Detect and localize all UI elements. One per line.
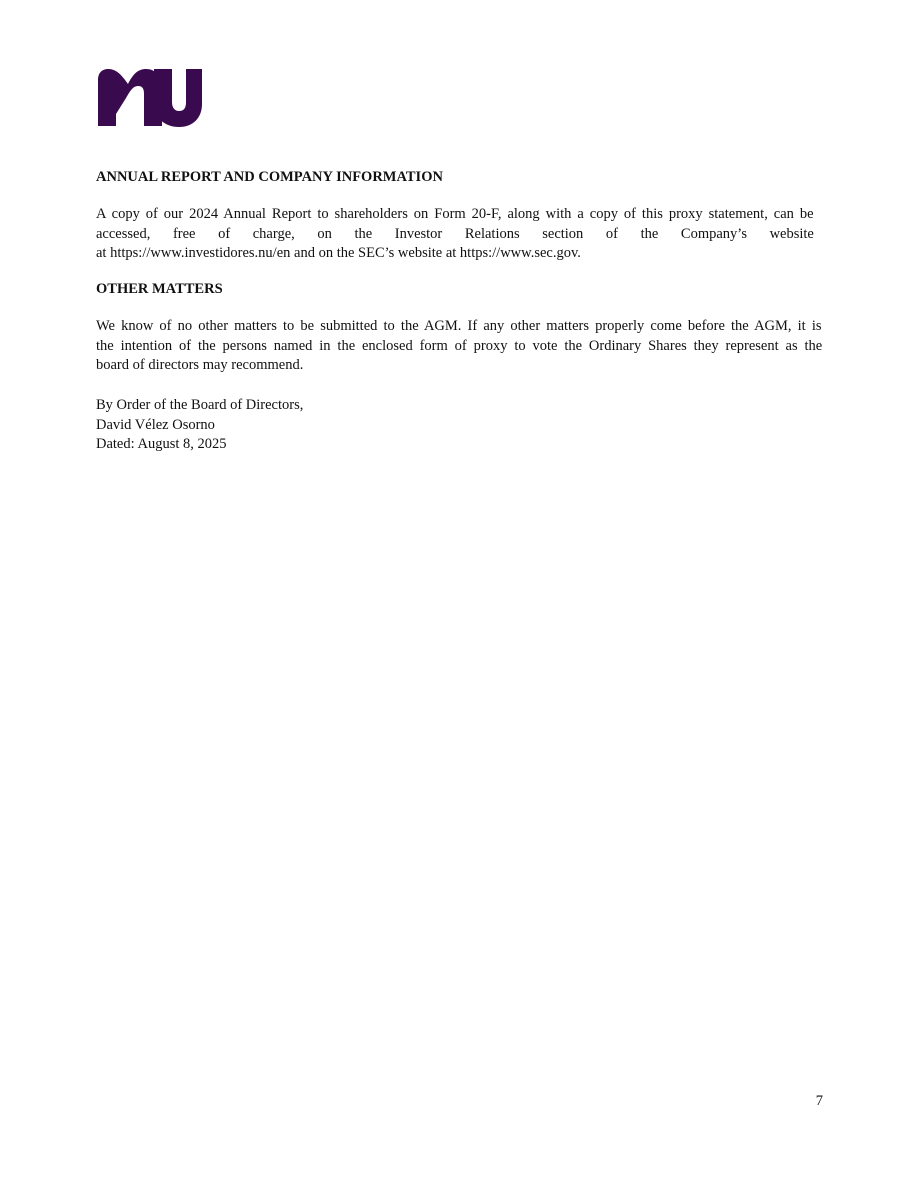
annual-report-line-2-word: the bbox=[354, 225, 373, 242]
other-matters-paragraph bbox=[96, 317, 822, 376]
annual-report-line-2-word: Company’s bbox=[680, 225, 747, 242]
annual-report-heading: ANNUAL REPORT AND COMPANY INFORMATION bbox=[96, 169, 443, 185]
annual-report-line-2-word: website bbox=[769, 225, 814, 242]
page-number: 7 bbox=[815, 1093, 823, 1109]
other-matters-heading: OTHER MATTERS bbox=[96, 281, 223, 297]
other-matters-line-3: board of directors may recommend. bbox=[96, 357, 304, 373]
logo-letter-n bbox=[98, 69, 162, 126]
signature-order-line: By Order of the Board of Directors, bbox=[96, 397, 304, 413]
annual-report-line-2-word: accessed, bbox=[96, 225, 151, 242]
annual-report-line-2-word: of bbox=[605, 225, 618, 242]
annual-report-line-2-word: section bbox=[542, 225, 584, 242]
signature-block bbox=[96, 396, 303, 455]
annual-report-line-2-word: Investor bbox=[394, 225, 443, 242]
annual-report-line-2 bbox=[96, 225, 814, 245]
annual-report-line-2-word: Relations bbox=[464, 225, 520, 242]
annual-report-line-3: at https://www.investidores.nu/en and on the SEC’s website at https://www.sec.gov. bbox=[96, 245, 581, 261]
annual-report-paragraph bbox=[96, 205, 814, 264]
annual-report-line-1: A copy of our 2024 Annual Report to shareholders on Form 20-F, along with a copy of this proxy statement, can be bbox=[96, 206, 814, 222]
logo-letter-u bbox=[154, 69, 202, 127]
nu-logo-icon bbox=[96, 66, 204, 128]
annual-report-line-2-word: on bbox=[317, 225, 332, 242]
annual-report-line-2-word: free bbox=[172, 225, 196, 242]
other-matters-line-1: We know of no other matters to be submitted to the AGM. If any other matters properly come before the AGM, it is bbox=[96, 318, 822, 334]
other-matters-line-2: the intention of the persons named in the enclosed form of proxy to vote the Ordinary Shares they represent as the bbox=[96, 337, 823, 354]
signature-name: David Vélez Osorno bbox=[96, 416, 215, 433]
signature-date: Dated: August 8, 2025 bbox=[96, 436, 227, 452]
annual-report-line-2-word: charge, bbox=[252, 225, 295, 242]
annual-report-line-2-word: the bbox=[640, 225, 659, 242]
annual-report-line-2-word: of bbox=[218, 225, 231, 242]
